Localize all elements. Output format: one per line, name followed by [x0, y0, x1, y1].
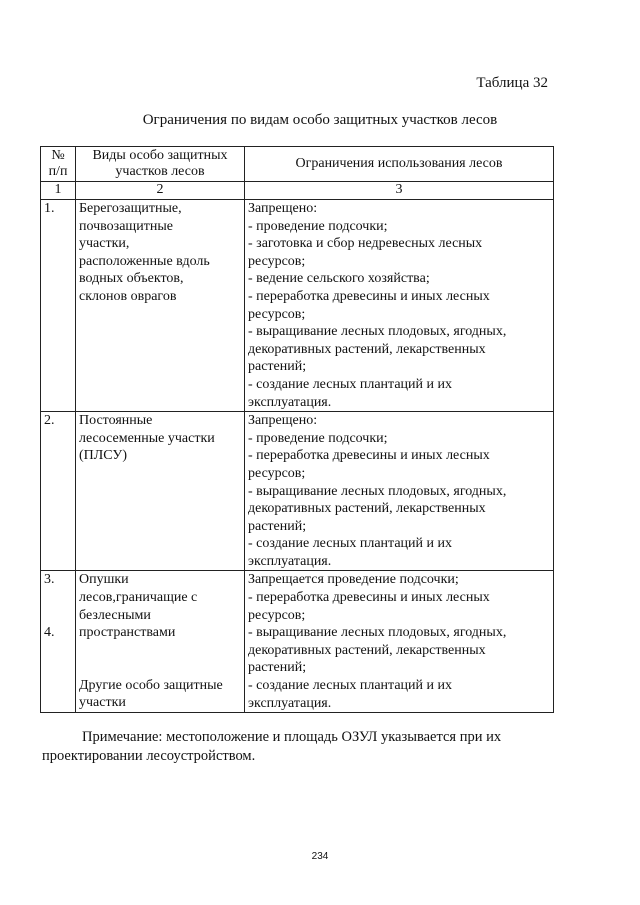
row-gap: [79, 642, 241, 677]
row-restrictions: [245, 412, 554, 571]
row-number-4: 4.: [44, 625, 55, 641]
cell-line: эксплуатация.: [248, 695, 332, 711]
header-types: [76, 147, 245, 182]
column-number: 2: [76, 182, 245, 200]
table-row: [41, 571, 554, 713]
row-type: [76, 571, 245, 713]
cell-line: лесосеменные участки: [79, 430, 215, 446]
cell-line: пространствами: [79, 625, 176, 641]
header-restrictions: Ограничения использования лесов: [245, 147, 554, 182]
cell-line: - выращивание лесных плодовых, ягодных,: [248, 324, 507, 340]
cell-line: ресурсов;: [248, 253, 306, 269]
row-type: [76, 200, 245, 412]
cell-line: растений;: [248, 660, 307, 676]
row-number-3: 3.: [44, 572, 55, 588]
page-number: 234: [311, 851, 329, 862]
row-number: [41, 571, 76, 713]
cell-line: эксплуатация.: [248, 553, 332, 569]
cell-line: Другие особо защитные: [79, 677, 223, 693]
cell-line: ресурсов;: [248, 607, 306, 623]
row-type-3: [79, 571, 241, 641]
header-types-line: Виды особо защитных: [92, 148, 228, 163]
cell-line: ресурсов;: [248, 465, 306, 481]
cell-line: - выращивание лесных плодовых, ягодных,: [248, 625, 507, 641]
table-row: [41, 412, 554, 571]
cell-line: безлесными: [79, 607, 151, 623]
header-num-line: №: [51, 148, 65, 163]
row-type-4: [79, 677, 241, 712]
table-label: Таблица 32: [476, 75, 548, 91]
table-title: Ограничения по видам особо защитных участков лесов: [142, 112, 498, 128]
row-number: 2.: [41, 412, 76, 571]
table-row: [41, 200, 554, 412]
header-types-line: участков лесов: [115, 164, 205, 179]
cell-line: Постоянные: [79, 413, 153, 429]
header-num-line: п/п: [48, 164, 68, 179]
cell-line: расположенные вдоль: [79, 253, 210, 269]
table-header-row: [41, 147, 554, 182]
cell-line: Запрещено:: [248, 201, 318, 216]
header-num: [41, 147, 76, 182]
cell-line: Запрещается проведение подсочки;: [248, 572, 459, 588]
row-type: [76, 412, 245, 571]
cell-line: - переработка древесины и иных лесных: [248, 448, 490, 464]
row-gap: [44, 589, 72, 624]
cell-line: ресурсов;: [248, 306, 306, 322]
cell-line: - заготовка и сбор недревесных лесных: [248, 236, 483, 252]
cell-line: - проведение подсочки;: [248, 218, 388, 234]
column-numbers-row: [41, 182, 554, 200]
cell-line: - проведение подсочки;: [248, 430, 388, 446]
cell-line: декоративных растений, лекарственных: [248, 501, 486, 517]
cell-line: лесов,граничащие с: [79, 590, 198, 606]
restrictions-table: [40, 146, 554, 713]
cell-line: эксплуатация.: [248, 394, 332, 410]
cell-line: участки,: [79, 236, 130, 252]
table-note: Примечание: местоположение и площадь ОЗУЛ указывается при их проектировании лесоустройством.: [42, 729, 502, 764]
column-number: 3: [245, 182, 554, 200]
cell-line: - создание лесных плантаций и их: [248, 678, 452, 694]
cell-line: - переработка древесины и иных лесных: [248, 590, 490, 606]
cell-line: - переработка древесины и иных лесных: [248, 288, 490, 304]
cell-line: Опушки: [79, 572, 129, 588]
cell-line: декоративных растений, лекарственных: [248, 341, 486, 357]
cell-line: растений;: [248, 359, 307, 375]
column-number: 1: [41, 182, 76, 200]
cell-line: - создание лесных плантаций и их: [248, 536, 452, 552]
cell-line: - ведение сельского хозяйства;: [248, 271, 430, 287]
cell-line: водных объектов,: [79, 271, 184, 287]
cell-line: - выращивание лесных плодовых, ягодных,: [248, 483, 507, 499]
cell-line: растений;: [248, 518, 307, 534]
cell-line: декоративных растений, лекарственных: [248, 642, 486, 658]
cell-line: участки: [79, 695, 126, 711]
row-restrictions: [245, 571, 554, 713]
row-number: 1.: [41, 200, 76, 412]
cell-line: Берегозащитные,: [79, 201, 182, 216]
cell-line: почвозащитные: [79, 218, 173, 234]
row-restrictions: [245, 200, 554, 412]
cell-line: - создание лесных плантаций и их: [248, 376, 452, 392]
cell-line: склонов оврагов: [79, 288, 177, 304]
cell-line: (ПЛСУ): [79, 448, 127, 464]
cell-line: Запрещено:: [248, 413, 318, 429]
